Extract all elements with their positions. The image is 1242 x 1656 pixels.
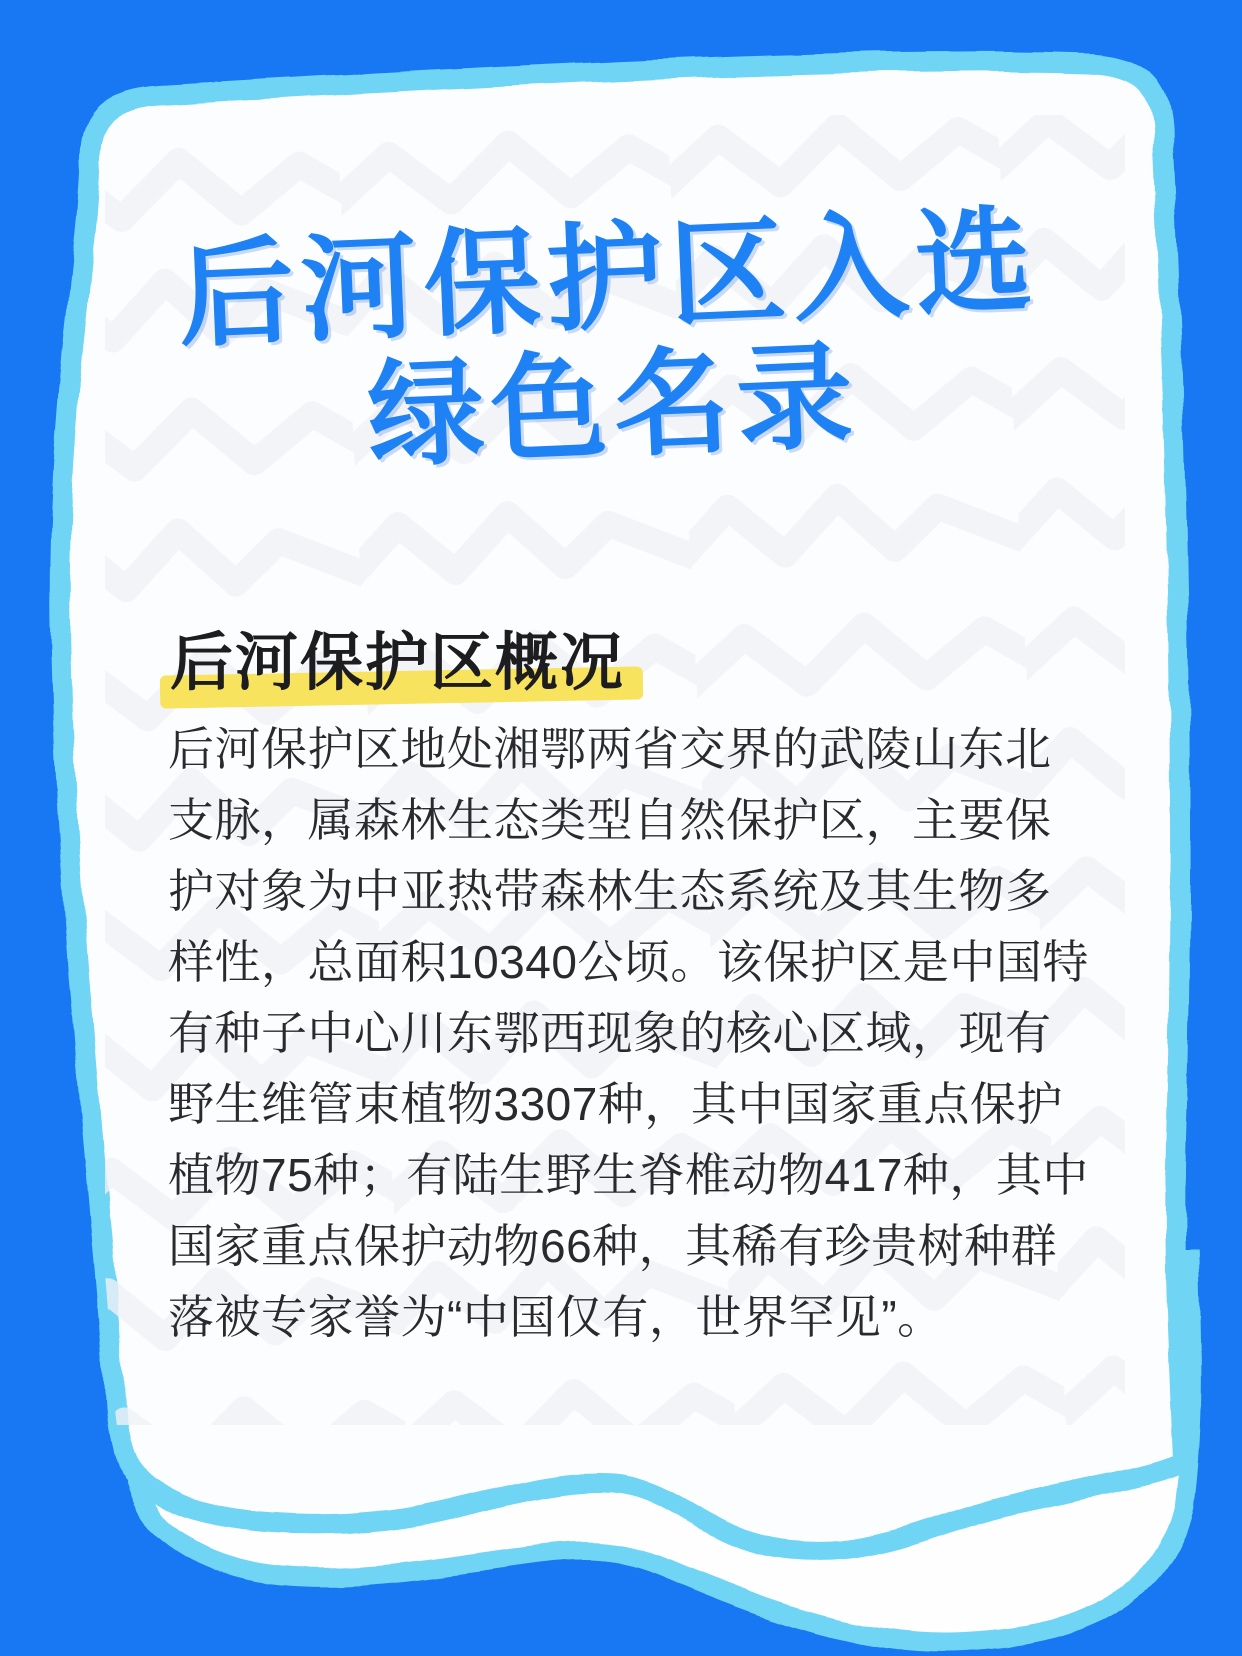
page-title: [35, 190, 1187, 494]
section-heading-text: 后河保护区概况: [170, 628, 625, 698]
title-line-2: 绿色名录: [365, 330, 863, 482]
body-paragraph: 后河保护区地处湘鄂两省交界的武陵山东北支脉，属森林生态类型自然保护区，主要保护对象为中亚热带森林生态系统及其生物多样性，总面积10340公顷。该保护区是中国特有种子中心川东鄂西现象的核心区域，现有野生维管束植物3307种，其中国家重点保护植物75种；有陆生野生脊椎动物417种，其中国家重点保护动物66种，其稀有珍贵树种群落被专家誉为“中国仅有，世界罕见”。: [168, 723, 1089, 1343]
section-heading: [170, 626, 625, 700]
title-line-1: 后河保护区入选: [175, 195, 1042, 362]
